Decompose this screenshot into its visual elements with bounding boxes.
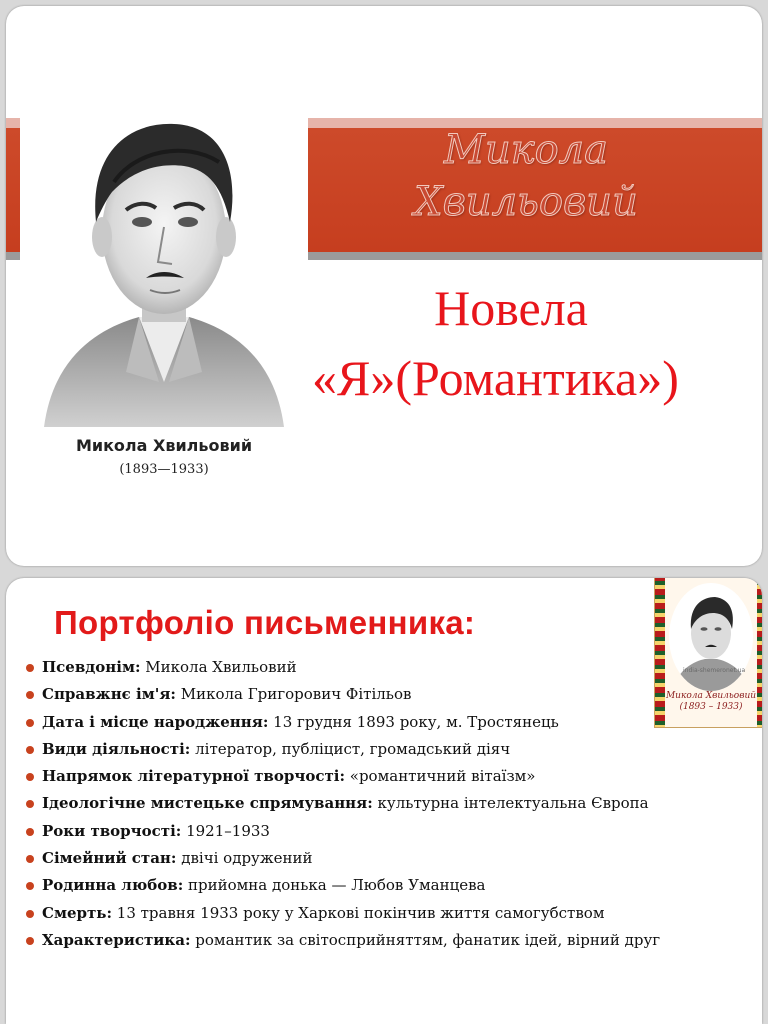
novel-label: Новела (434, 280, 588, 336)
portfolio-slide (6, 578, 762, 1024)
fact-label: Характеристика: (42, 930, 191, 949)
fact-value: літератор, публіцист, громадський діяч (190, 739, 511, 758)
bullet-icon (26, 800, 34, 808)
bullet-icon (26, 855, 34, 863)
thumbnail-caption-years: (1893 – 1933) (679, 702, 743, 712)
fact-label: Псевдонім: (42, 658, 141, 676)
portrait-image (34, 82, 294, 432)
fact-item (24, 900, 754, 927)
fact-label: Роки творчості: (42, 821, 182, 840)
bullet-icon (26, 882, 34, 890)
fact-label: Види діяльності: (42, 739, 191, 758)
fact-item (24, 818, 754, 845)
bullet-icon (26, 910, 34, 918)
author-name-title (376, 124, 676, 228)
fact-item (24, 763, 754, 790)
fact-value: культурна інтелектуальна Європа (372, 794, 649, 813)
novel-title: «Я»(Романтика») (312, 350, 679, 406)
fact-item (24, 709, 754, 736)
portrait-caption-years: (1893—1933) (119, 462, 209, 477)
fact-value: 13 грудня 1893 року, м. Тростянець (268, 712, 559, 731)
bullet-icon (26, 719, 34, 727)
author-portrait (20, 72, 308, 500)
fact-label: Напрямок літературної творчості: (42, 767, 345, 786)
author-last-name: Хвильовий (414, 179, 638, 225)
embroidery-border-right (757, 578, 762, 727)
bullet-icon (26, 691, 34, 699)
fact-label: Дата і місце народження: (42, 712, 269, 731)
bullet-icon (26, 746, 34, 754)
author-first-name: Микола (443, 127, 608, 173)
fact-item (24, 872, 754, 899)
fact-label: Сімейний стан: (42, 849, 177, 868)
fact-value: Микола Григорович Фітільов (175, 685, 412, 704)
fact-value: 1921–1933 (181, 821, 270, 840)
fact-label: Справжнє ім'я: (42, 685, 176, 704)
fact-label: Смерть: (42, 903, 113, 922)
title-slide (6, 6, 762, 566)
fact-item (24, 681, 754, 708)
fact-label: Ідеологічне мистецьке спрямування: (42, 794, 373, 813)
thumbnail-watermark: india-shemeronet.ua (683, 667, 746, 674)
fact-item (24, 736, 754, 763)
fact-value: романтик за світосприйняттям, фанатик ідей, вірний друг (190, 930, 661, 949)
portfolio-heading: Портфоліо письменника: (54, 604, 476, 641)
facts-list (24, 654, 754, 954)
bullet-icon (26, 828, 34, 836)
fact-item (24, 790, 754, 817)
fact-value: Микола Хвильовий (140, 658, 297, 676)
fact-value: прийомна донька — Любов Уманцева (183, 876, 486, 895)
bullet-icon (26, 664, 34, 672)
fact-label: Родинна любов: (42, 876, 184, 895)
portrait-caption-name: Микола Хвильовий (75, 436, 253, 455)
thumbnail-caption-name: Микола Хвильовий (665, 691, 757, 701)
fact-item (24, 845, 754, 872)
bullet-icon (26, 773, 34, 781)
fact-value: «романтичний вітаїзм» (345, 767, 536, 786)
fact-value: двічі одружений (176, 849, 313, 868)
fact-value: 13 травня 1933 року у Харкові покінчив життя самогубством (112, 903, 605, 922)
fact-item (24, 654, 754, 681)
fact-item (24, 927, 754, 954)
bullet-icon (26, 937, 34, 945)
